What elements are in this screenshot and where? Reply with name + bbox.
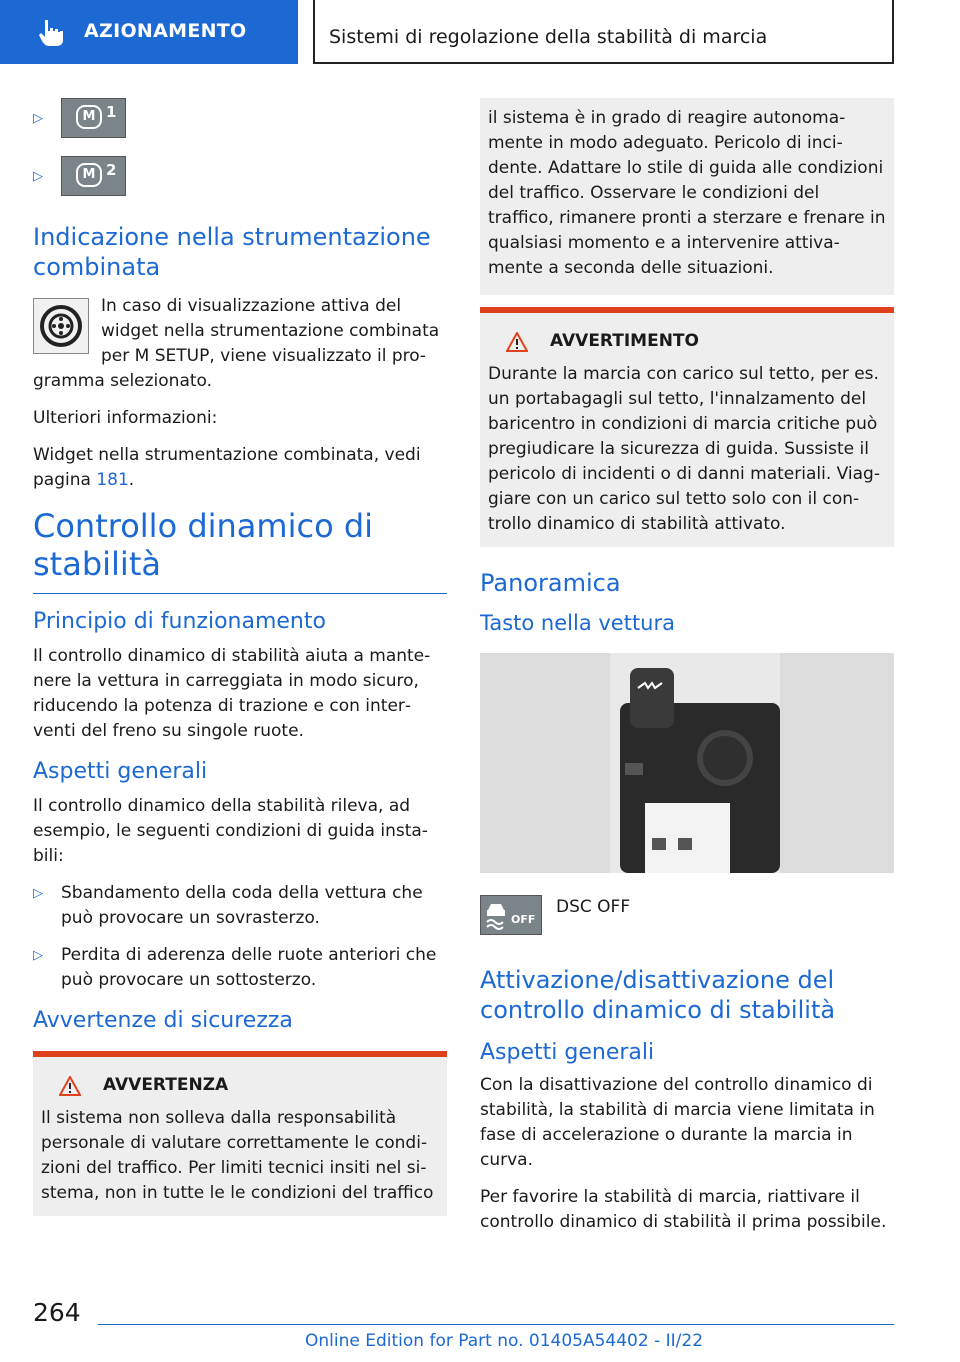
m1-button-icon <box>61 98 126 138</box>
indicazione-heading: Indicazione nella strumentazione combinata <box>33 223 431 281</box>
period: . <box>128 470 135 490</box>
indicazione-text <box>33 294 447 394</box>
warning-text: Durante la marcia con carico sul tetto, per es. un portabagagli sul tetto, l'innalzamento del baricentro in condizioni di marcia critiche può pregiudicare la sicurezza di guida. Sussiste il pericolo di incidenti o di danni materiali. Viaggiare con un carico sul tetto solo con il controllo dinamico di stabilità attivato. <box>488 364 880 534</box>
attivazione-p1: Con la disattivazione del controllo dinamico di stabilità, la stabilità di marcia viene limitata in fase di accelerazione o durante la marcia in curva. <box>480 1075 875 1170</box>
left-column <box>33 90 447 1216</box>
principio-heading: Principio di funzionamento <box>33 609 326 634</box>
triangle-bullet-icon: ▷ <box>33 168 43 184</box>
info-label: Ulteriori informazioni: <box>33 408 218 428</box>
mode-item-m2 <box>33 148 447 204</box>
hand-pointer-icon <box>36 18 66 48</box>
aspetti-text: Il controllo dinamico della stabilità rileva, ad esempio, le seguenti condizioni di guida instabili: <box>33 796 428 866</box>
chapter-header <box>313 0 894 64</box>
attivazione-heading: Attivazione/disattivazione del controllo dinamico di stabilità <box>480 966 836 1024</box>
triangle-bullet-icon: ▷ <box>33 886 43 901</box>
widget-text: Widget nella strumentazione combinata, vedi pagina <box>33 445 421 490</box>
mode-number: 2 <box>106 161 117 179</box>
widget-ref <box>33 443 447 493</box>
m-setup-gauge-icon <box>33 298 89 354</box>
warning-box <box>33 1051 447 1216</box>
dsc-title: Controllo dinamico di stabilità <box>33 507 447 594</box>
m2-button-icon <box>61 156 126 196</box>
dsc-off-label: DSC OFF <box>556 897 631 917</box>
principio-text: Il controllo dinamico di stabilità aiuta a mantenere la vettura in carreggiata in modo sicuro, riducendo la potenza di trazione e con interventi del freno su singole ruote. <box>33 646 431 741</box>
warning-triangle-icon <box>506 332 528 352</box>
page-number: 264 <box>33 1298 81 1327</box>
warning-continued: il sistema è in grado di reagire autonomamente in modo adeguato. Pericolo di incidente. Adattare lo stile di guida alle condizioni del traffico. Osservare le condizioni del traffico, rimanere pronti a sterzare e frenare in qualsiasi momento e a intervenire attivamente a seconda delle situazioni. <box>480 98 894 295</box>
chapter-title: Sistemi di regolazione della stabilità di marcia <box>329 26 768 48</box>
aspetti-heading-right: Aspetti generali <box>480 1040 655 1065</box>
section-tab <box>0 0 298 64</box>
warning-triangle-icon <box>59 1076 81 1096</box>
page-link[interactable]: 181 <box>96 470 129 490</box>
aspetti-heading: Aspetti generali <box>33 759 208 784</box>
warning-label: AVVERTENZA <box>103 1075 229 1095</box>
dsc-off-icon <box>480 895 542 935</box>
right-column <box>480 98 894 1247</box>
dsc-icon-text: OFF <box>511 913 536 926</box>
attivazione-p2: Per favorire la stabilità di marcia, riattivare il controllo dinamico di stabilità il prima possibile. <box>480 1187 887 1232</box>
indicazione-body: In caso di visualizzazione attiva del widget nella strumentazione combinata per M SETUP, viene visualizzato il programma selezionato. <box>33 296 440 391</box>
dsc-off-row <box>480 895 894 935</box>
tasto-heading: Tasto nella vettura <box>480 611 675 635</box>
triangle-bullet-icon: ▷ <box>33 948 43 963</box>
panoramica-heading: Panoramica <box>480 569 621 597</box>
edition-footer: Online Edition for Part no. 01405A54402 - II/22 <box>305 1331 704 1351</box>
triangle-bullet-icon: ▷ <box>33 110 43 126</box>
condition-list <box>33 881 447 993</box>
warning-box-roof <box>480 307 894 547</box>
m-letter: M <box>76 163 102 187</box>
list-item: ▷ Sbandamento della coda della vettura che può provocare un sovrasterzo. <box>33 883 423 928</box>
mode-number: 1 <box>106 103 117 121</box>
warning-label: AVVERTIMENTO <box>550 331 699 351</box>
console-photo <box>480 653 894 873</box>
mode-item-m1 <box>33 90 447 146</box>
list-item: ▷ Perdita di aderenza delle ruote anteriori che può provocare un sottosterzo. <box>33 945 437 990</box>
m-letter: M <box>76 105 102 129</box>
avvertenze-heading: Avvertenze di sicurezza <box>33 1008 293 1033</box>
warning-text: Il sistema non solleva dalla responsabilità personale di valutare correttamente le condizioni del traffico. Per limiti tecnici insiti nel sistema, non in tutte le le condizioni del traffico <box>41 1108 434 1203</box>
footer-divider <box>98 1324 894 1325</box>
section-title: AZIONAMENTO <box>84 20 247 42</box>
